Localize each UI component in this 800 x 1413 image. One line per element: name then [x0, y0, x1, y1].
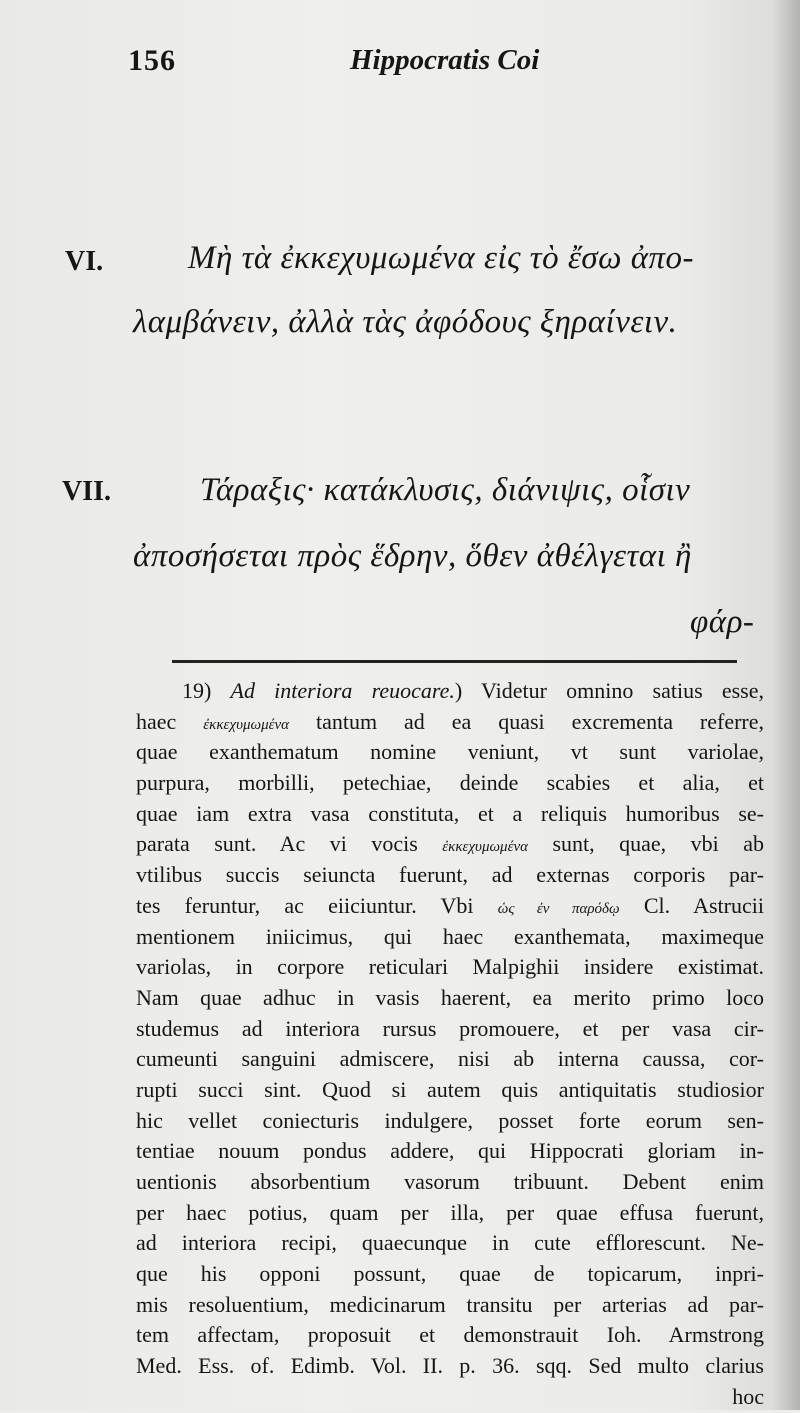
- footnote-line: [136, 1075, 764, 1106]
- footnote-text: purpura, morbilli, petechiae, deinde scabies et alia, et: [136, 770, 764, 796]
- footnote-line: [136, 799, 764, 830]
- footnote-line: [136, 1014, 764, 1045]
- footnote-line: [136, 1228, 764, 1259]
- footnote-text: ad interiora recipi, quaecunque in cute efflorescunt. Ne-: [136, 1230, 764, 1256]
- footnote-greek-term: ἐκκεχυμωμένα: [203, 716, 290, 733]
- footnote-text: studemus ad interiora rursus promouere, et per vasa cir-: [136, 1015, 764, 1041]
- footnote-line: [136, 1167, 764, 1198]
- aphorism-number-vii: VII.: [62, 476, 112, 507]
- footnote: [136, 676, 764, 1413]
- aphorism-vii-catchword: φάρ-: [690, 604, 755, 640]
- footnote-line: [136, 891, 764, 922]
- footnote-line: [136, 983, 764, 1014]
- footnote-line: [136, 1136, 764, 1167]
- footnote-text: 19): [182, 678, 231, 703]
- aphorism-vii-line-2: ἀποσήσεται πρὸς ἕδρην, ὅθεν ἀθέλγεται ἢ: [133, 538, 692, 574]
- footnote-text: per haec potius, quam per illa, per quae effusa fuerunt,: [136, 1199, 764, 1225]
- footnote-line: [136, 1106, 764, 1137]
- footnote-line: [136, 737, 764, 768]
- aphorism-number-vi: VI.: [65, 246, 104, 277]
- footnote-text: vtilibus succis seiuncta fuerunt, ad externas corporis par-: [136, 862, 764, 888]
- footnote-text: rupti succi sint. Quod si autem quis antiquitatis studiosior: [136, 1076, 764, 1102]
- footnote-line: [136, 676, 764, 707]
- footnote-text: tem affectam, proposuit et demonstrauit Ioh. Armstrong: [136, 1322, 764, 1348]
- aphorism-vii-line-1: Τάραξις· κατάκλυσις, διάνιψις, οἷσιν: [200, 472, 691, 508]
- footnote-line: [136, 1320, 764, 1351]
- footnote-text: haec: [136, 708, 204, 734]
- footnote-text: sunt, quae, vbi ab: [528, 831, 764, 857]
- footnote-text: tes feruntur, ac eiiciuntur. Vbi: [136, 892, 498, 918]
- footnote-line: [136, 1351, 764, 1382]
- footnote-text: tantum ad ea quasi excrementa referre,: [289, 708, 765, 734]
- footnote-line: [136, 768, 764, 799]
- footnote-line: [136, 952, 764, 983]
- footnote-line: [136, 1259, 764, 1290]
- page-number: 156: [128, 44, 176, 77]
- footnote-text: quae exanthematum nomine veniunt, vt sunt variolae,: [136, 739, 764, 765]
- footnote-text: variolas, in corpore reticulari Malpighii insidere existimat.: [136, 954, 764, 980]
- page-edge-shadow: [772, 0, 800, 1410]
- footnote-text: hic vellet coniecturis indulgere, posset forte eorum sen-: [136, 1107, 764, 1133]
- footnote-text: hoc: [732, 1383, 764, 1409]
- footnote-text: tentiae nouum pondus addere, qui Hippocrati gloriam in-: [136, 1138, 764, 1164]
- page-header: [128, 44, 568, 94]
- footnote-text: parata sunt. Ac vi vocis: [136, 831, 443, 857]
- footnote-line: [136, 1382, 764, 1413]
- footnote-rule: [172, 660, 737, 663]
- footnote-line: [136, 707, 764, 738]
- footnote-text: ) Videtur omnino satius esse,: [454, 678, 764, 703]
- footnote-line: [136, 922, 764, 953]
- footnote-line: [136, 829, 764, 860]
- footnote-text: que his opponi possunt, quae de topicarum, inpri-: [136, 1261, 764, 1287]
- aphorism-vi-line-1: Μὴ τὰ ἐκκεχυμωμένα εἰς τὸ ἔσω ἀπο-: [188, 240, 695, 276]
- footnote-text: cumeunti sanguini admiscere, nisi ab interna caussa, cor-: [136, 1046, 764, 1072]
- footnote-text: mis resoluentium, medicinarum transitu per arterias ad par-: [136, 1291, 764, 1317]
- footnote-greek-term: ὡς ἐν παρόδῳ: [497, 900, 620, 917]
- footnote-line: [136, 1198, 764, 1229]
- footnote-greek-term: ἐκκεχυμωμένα: [442, 839, 529, 856]
- footnote-line: [136, 860, 764, 891]
- footnote-text: mentionem iniicimus, qui haec exanthemata, maximeque: [136, 923, 764, 949]
- footnote-text: Med. Ess. of. Edimb. Vol. II. p. 36. sqq. Sed multo clarius: [136, 1353, 764, 1379]
- footnote-text: Nam quae adhuc in vasis haerent, ea merito primo loco: [136, 984, 764, 1010]
- footnote-text: uentionis absorbentium vasorum tribuunt. Debent enim: [136, 1169, 764, 1194]
- footnote-lemma: Ad interiora reuocare.: [230, 678, 455, 703]
- running-head: Hippocratis Coi: [350, 44, 540, 76]
- footnote-text: Cl. Astrucii: [619, 892, 764, 918]
- aphorism-vi-line-2: λαμβάνειν, ἀλλὰ τὰς ἀφόδους ξηραίνειν.: [133, 304, 678, 340]
- footnote-text: quae iam extra vasa constituta, et a reliquis humoribus se-: [136, 800, 764, 826]
- footnote-line: [136, 1044, 764, 1075]
- footnote-line: [136, 1290, 764, 1321]
